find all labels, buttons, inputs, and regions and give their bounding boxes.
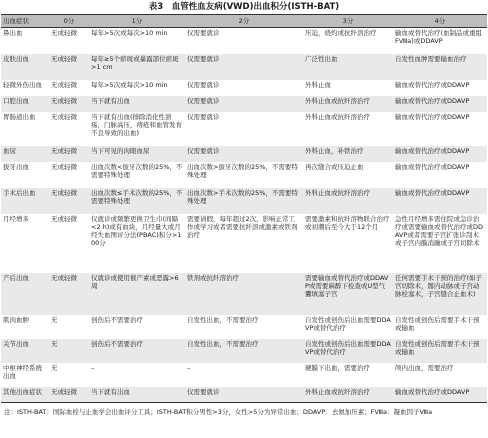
score-0-cell: 无	[51, 363, 58, 372]
score-3-cell: 外科止血或抗纤溶治疗	[303, 96, 393, 112]
score-4-cell: 输血或替代治疗(血制品或重组FⅧa)或DDAVP	[395, 29, 483, 46]
header-cell-symptom: 出血症状	[1, 15, 49, 28]
header-cell-score-1: 1分	[89, 15, 185, 28]
symptom-cell: 月经增多	[3, 214, 29, 223]
score-3-cell: 广泛性出血	[303, 54, 393, 80]
table-row	[1, 54, 487, 80]
score-1-cell: 每年≥5个瘀斑或暴露部位瘀斑>1 cm	[89, 54, 185, 80]
header-cell-score-0: 0分	[49, 15, 89, 28]
score-3-cell: 外科止血，补铁治疗	[303, 146, 393, 162]
table-row	[1, 146, 487, 162]
score-1-cell: 仅就诊或频繁更换卫生巾(间隔<2 h)或有血块，月经量大或月经失血图评分法(PBAC)积分>100分	[91, 214, 182, 248]
score-4-cell: 颅内出血，需要治疗	[395, 363, 454, 372]
score-1-cell: 每年>5次或每次>10 min	[91, 29, 168, 37]
score-0-cell: 无或轻微	[49, 188, 89, 214]
score-0-cell: 无或轻微	[49, 146, 89, 162]
table-row	[1, 188, 487, 214]
score-3-cell: 自发性或创伤后出血需要DDAVP或替代治疗	[303, 339, 393, 363]
score-0-cell: 无	[51, 315, 58, 324]
symptom-cell: 胃肠道出血	[3, 112, 36, 121]
symptom-cell: 口腔出血	[1, 96, 49, 112]
score-0-cell: 无或轻微	[49, 54, 89, 80]
score-1-cell: –	[91, 363, 95, 372]
header-cell-score-3: 3分	[303, 15, 393, 28]
score-4-cell: 自发性血肿需要输血治疗	[393, 54, 487, 80]
score-3-cell: 再次缝合或压迫止血	[305, 162, 364, 171]
score-3-cell: 外科止血或抗纤溶治疗	[303, 188, 393, 214]
score-3-cell: 硬膜下出血，需要治疗	[305, 363, 370, 372]
score-1-cell: 当下就有出血	[89, 96, 185, 112]
score-0-cell: 无或轻微	[51, 112, 77, 121]
symptom-cell: 产后出血	[1, 273, 49, 315]
score-2-cell: 出血次数>手术次数的25%，不需要特殊处理	[185, 188, 303, 214]
symptom-cell: 手术后出血	[1, 188, 49, 214]
score-4-cell: 输血或替代治疗或DDAVP	[393, 96, 487, 112]
table-row	[1, 315, 487, 339]
score-2-cell: 自发性出血，不需要治疗	[187, 315, 259, 324]
score-2-cell: 自发性出血，不需要治疗	[185, 339, 303, 363]
symptom-cell: 鼻出血	[3, 29, 23, 37]
score-2-cell: –	[187, 363, 191, 372]
score-4-cell: 输血或替代治疗或DDAVP	[395, 112, 470, 121]
score-0-cell: 无或轻微	[51, 80, 77, 89]
header-row	[1, 15, 487, 28]
score-0-cell: 无	[49, 339, 89, 363]
symptom-cell: 中枢神经系统出血	[3, 363, 42, 380]
table-row	[1, 112, 487, 146]
symptom-cell: 皮肤出血	[1, 54, 49, 80]
score-2-cell: 仅需要就诊	[185, 146, 303, 162]
score-4-cell: 输血或替代治疗或DDAVP	[393, 146, 487, 162]
symptom-cell: 关节出血	[1, 339, 49, 363]
score-2-cell: 仅需要就诊	[187, 80, 220, 89]
table-row	[1, 162, 487, 188]
score-3-cell: 外科止血或抗纤溶治疗	[305, 112, 370, 121]
score-3-cell: 压迫，烧灼或抗纤溶治疗	[305, 29, 377, 37]
score-4-cell: 输血或替代治疗或DDAVP	[393, 188, 487, 214]
table-row	[1, 273, 487, 315]
score-3-cell: 外科止血	[305, 80, 331, 89]
table-body	[1, 28, 487, 403]
score-2-cell: 仅需要就诊	[185, 54, 303, 80]
score-0-cell: 无或轻微	[49, 387, 89, 403]
symptom-cell: 其他出血症状	[1, 387, 49, 403]
header-cell-score-2: 2分	[185, 15, 303, 28]
symptom-cell: 血尿	[1, 146, 49, 162]
table-row	[1, 363, 487, 387]
score-1-cell: 出血次数≤手术次数的25%，不需要特殊处理	[89, 188, 185, 214]
score-1-cell: 创伤后不需要治疗	[89, 339, 185, 363]
score-4-cell: 任何需要手术干预的治疗(如子宫切除术，髂内动脉或子宫动脉栓塞术，子宫缝合止血术)	[393, 273, 487, 315]
score-3-cell: 外科止血或抗纤溶治疗	[303, 387, 393, 403]
symptom-cell: 肌肉血肿	[3, 315, 29, 324]
footnote: 注：ISTH-BAT：国际血栓与止血学会出血评分工具；ISTH-BAT积分男性>3分，女性>5分为异常出血；DDAVP：去氨加压素；FⅧa：凝血因子Ⅷa	[4, 408, 433, 416]
score-4-cell: 自发性或创伤后需要手术干预或输血	[393, 339, 487, 363]
score-0-cell: 无或轻微	[49, 96, 89, 112]
table-row	[1, 80, 487, 96]
score-2-cell: 仅需要就诊	[187, 112, 220, 121]
score-4-cell: 输血或替代治疗或DDAVP	[395, 162, 470, 171]
score-4-cell: 输血或替代治疗或DDAVP	[395, 80, 470, 89]
table-title: 表3 血管性血友病(VWD)出血积分(ISTH-BAT)	[148, 2, 340, 12]
score-0-cell: 无或轻微	[49, 273, 89, 315]
table-row	[1, 339, 487, 363]
score-4-cell: 自发性或创伤后需要手术干预或输血	[395, 315, 480, 332]
score-2-cell: 铁剂或抗纤溶治疗	[185, 273, 303, 315]
table-row	[1, 387, 487, 403]
score-0-cell: 无或轻微	[51, 162, 77, 171]
score-0-cell: 无或轻微	[51, 214, 77, 223]
table-row	[1, 28, 487, 54]
score-1-cell: 创伤后不需要治疗	[91, 315, 143, 324]
score-1-cell: 当下可见的肉眼血尿	[89, 146, 185, 162]
score-1-cell: 出血次数<拔牙次数的25%，不需要特殊处理	[91, 162, 183, 179]
score-4-cell: 急性月经增多需住院或急诊治疗或需要输血或替代治疗或DDAVP或者需要子宫扩张诊刮术或子宫内膜消融或子宫切除术	[395, 214, 484, 248]
score-1-cell: 仅就诊或使用催产素或恶露>6周	[89, 273, 185, 315]
score-1-cell: 当下就有出血(排除消化性溃疡，门脉高压，痔疮和血管发育不良导致的出血)	[91, 112, 182, 138]
table-row	[1, 214, 487, 273]
symptom-cell: 轻微外伤出血	[3, 80, 42, 89]
score-4-cell: 输血或替代治疗或DDAVP	[393, 387, 487, 403]
symptom-cell: 拔牙出血	[3, 162, 29, 171]
score-3-cell: 自发性或创伤后出血需要DDAVP或替代治疗	[305, 315, 391, 332]
header-cell-score-4: 4分	[393, 15, 487, 28]
score-3-cell: 需要激素和抗纤溶物联合治疗或初潮后至今大于12个月	[305, 214, 390, 231]
score-2-cell: 出血次数>拔牙次数的25%，不需要特殊处理	[187, 162, 298, 179]
score-1-cell: 当下就有出血	[89, 387, 185, 403]
score-2-cell: 需要请假，每年超过2次，影响正常工作或学习或者需要抗纤溶或激素或铁剂治疗	[187, 214, 298, 240]
score-0-cell: 无或轻微	[51, 29, 77, 37]
score-3-cell: 需要输血或替代治疗或DDAVP或需要麻醉下检查或U型气囊填塞子宫	[303, 273, 393, 315]
score-1-cell: 每年>5次或每次>10 min	[91, 80, 168, 89]
score-2-cell: 仅需要就诊	[185, 387, 303, 403]
table-row	[1, 96, 487, 112]
bleeding-score-table	[1, 14, 487, 403]
score-2-cell: 仅需要就诊	[187, 29, 220, 37]
score-2-cell: 仅需要就诊	[185, 96, 303, 112]
